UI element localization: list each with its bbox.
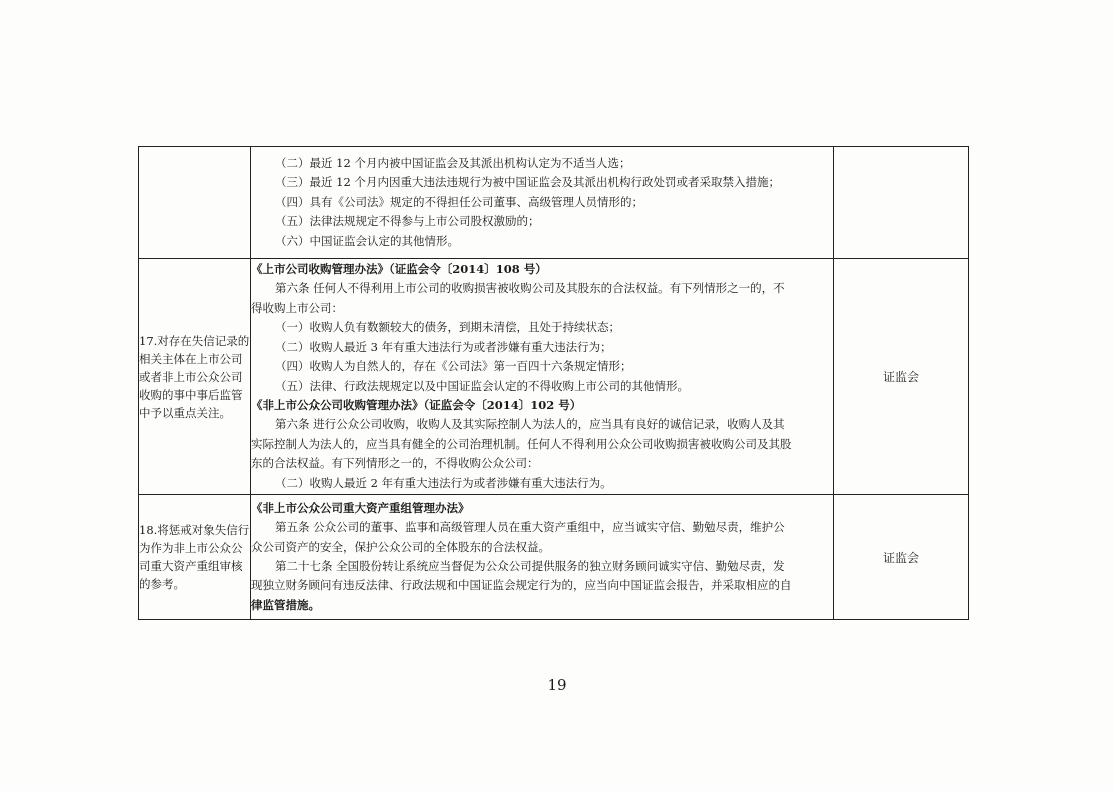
text-line: 众公司资产的安全，保护公众公司的全体股东的合法权益。 <box>251 539 550 554</box>
text-line: （三）最近 12 个月内因重大违法违规行为被中国证监会及其派出机构行政处罚或者采取禁入措施； <box>275 175 780 190</box>
law-title: 《上市公司收购管理办法》（证监会令〔2014〕108 号） <box>251 262 547 277</box>
text-line: 实际控制人为法人的，应当具有健全的公司治理机制。任何人不得利用公众公司收购损害被收购公司及其股 <box>251 436 792 451</box>
text-line: （二）收购人最近 3 年有重大违法行为或者涉嫌有重大违法行为； <box>275 339 612 354</box>
text-line: 第二十七条 全国股份转让系统应当督促为公众公司提供服务的独立财务顾问诚实守信、勤勉尽责，发 <box>275 559 785 573</box>
table-row <box>139 495 969 620</box>
department-cell: 证监会 <box>834 259 969 495</box>
text-line: （六）中国证监会认定的其他情形。 <box>275 233 459 248</box>
text-line: （四）具有《公司法》规定的不得担任公司董事、高级管理人员情形的； <box>275 194 643 209</box>
law-title: 《非上市公众公司收购管理办法》（证监会令〔2014〕102 号） <box>251 397 582 412</box>
text-line: 东的合法权益。有下列情形之一的，不得收购公众公司： <box>251 456 539 471</box>
legal-basis-cell <box>251 147 834 259</box>
page-number: 19 <box>547 676 567 694</box>
text-line: （四）收购人为自然人的，存在《公司法》第一百四十六条规定情形； <box>275 359 632 374</box>
text-line: （二）最近 12 个月内被中国证监会及其派出机构认定为不适当人选； <box>275 155 631 170</box>
text-line: （二）收购人最近 2 年有重大违法行为或者涉嫌有重大违法行为。 <box>275 475 612 490</box>
text-line: 第六条 进行公众公司收购，收购人及其实际控制人为法人的，应当具有良好的诚信记录，收购人及其 <box>275 417 785 432</box>
condition-cell <box>139 147 251 259</box>
condition-cell: 18.将惩戒对象失信行为作为非上市公众公司重大资产重组审核的参考。 <box>139 495 251 620</box>
text-line: 第六条 任何人不得利用上市公司的收购损害被收购公司及其股东的合法权益。有下列情形之一的，不 <box>275 281 785 296</box>
department-cell: 证监会 <box>834 495 969 620</box>
text-line: 得收购上市公司： <box>251 300 343 315</box>
text-line: 现独立财务顾问有违反法律、行政法规和中国证监会规定行为的，应当向中国证监会报告，并采取相应的自 <box>251 578 792 593</box>
legal-basis-cell <box>251 259 834 495</box>
law-title: 《非上市公众公司重大资产重组管理办法》 <box>251 500 470 515</box>
text-line: （五）法律法规规定不得参与上市公司股权激励的； <box>275 214 540 229</box>
text-line: 律监管措施。 <box>251 597 320 612</box>
table-row <box>139 147 969 259</box>
text-line: （一）收购人负有数额较大的债务，到期未清偿，且处于持续状态； <box>275 320 620 335</box>
condition-cell: 17.对存在失信记录的相关主体在上市公司或者非上市公众公司收购的事中事后监管中予以重点关注。 <box>139 259 251 495</box>
department-cell <box>834 147 969 259</box>
text-line: 第五条 公众公司的董事、监事和高级管理人员在重大资产重组中，应当诚实守信、勤勉尽责，维护公 <box>275 520 785 535</box>
legal-basis-cell <box>251 495 834 620</box>
text-line: （五）法律、行政法规规定以及中国证监会认定的不得收购上市公司的其他情形。 <box>275 378 689 393</box>
table-row <box>139 259 969 495</box>
measures-table <box>138 146 969 620</box>
